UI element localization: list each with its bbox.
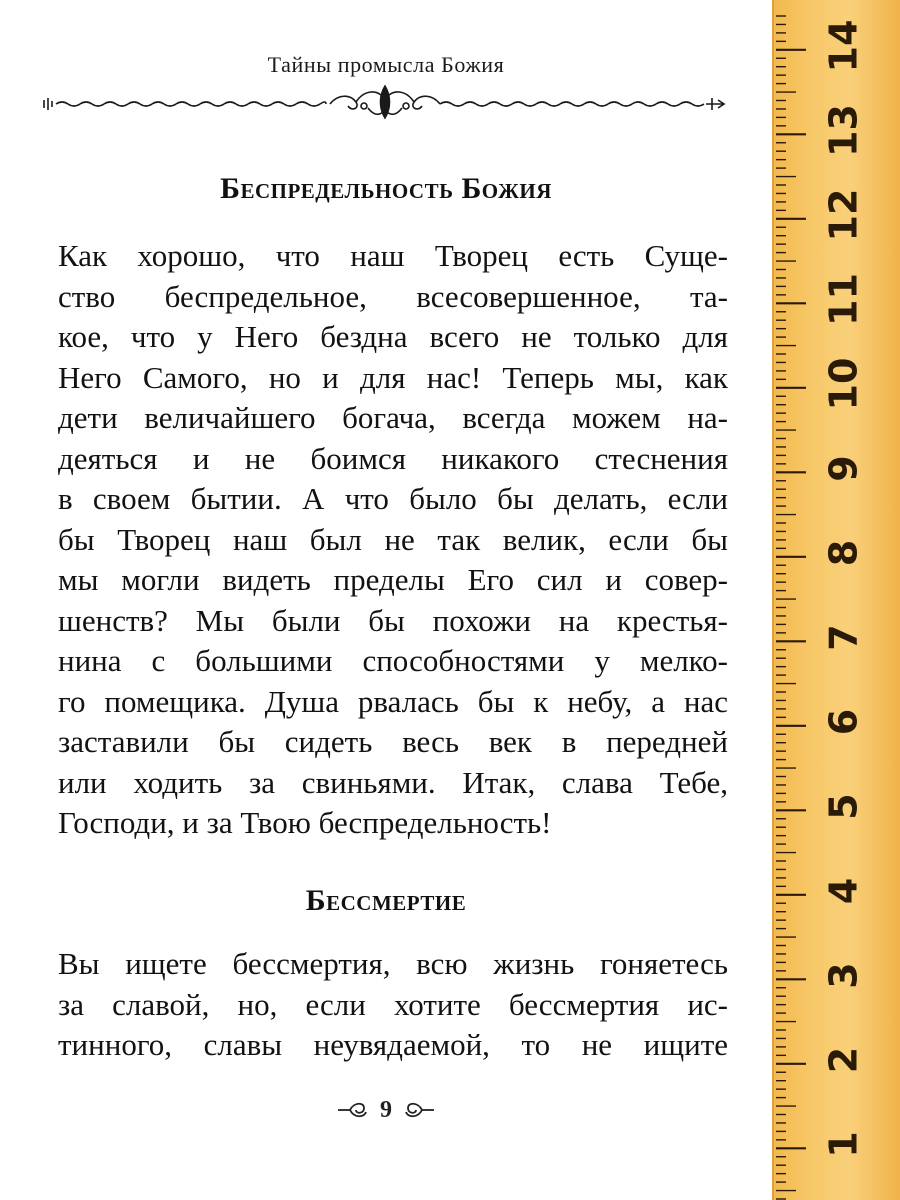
text-line: деяться и не боимся никакого стеснения <box>58 440 728 476</box>
ruler-label: 4 <box>821 877 866 905</box>
ruler-label: 8 <box>821 539 866 567</box>
section-title: Беспредельность Божия <box>220 172 552 205</box>
text-line: заставили бы сидеть весь век в передней <box>58 724 728 759</box>
ruler-label: 2 <box>821 1046 866 1074</box>
text-line: тинного, славы неувядаемой, то не ищите <box>58 1027 728 1062</box>
ruler-label: 14 <box>821 19 866 73</box>
section-title: Бессмертие <box>305 884 467 917</box>
text-line: Господи, и за Твою беспредельность! <box>58 805 552 840</box>
running-header: Тайны промысла Божия <box>267 52 505 77</box>
ruler-label: 10 <box>821 357 866 411</box>
paragraph <box>58 236 728 844</box>
ornamental-divider-icon <box>38 82 732 124</box>
paragraph <box>58 944 728 1066</box>
ruler-label: 1 <box>821 1131 866 1158</box>
ruler-label: 6 <box>821 708 866 736</box>
ruler <box>772 0 900 1200</box>
page-number-value: 9 <box>380 1096 392 1123</box>
text-line: ство беспредельное, всесовершенное, та- <box>58 278 728 314</box>
text-line: в своем бытии. А что было бы делать, если <box>58 481 728 516</box>
text-line: бы Творец наш был не так велик, если бы <box>58 521 728 557</box>
ruler-label: 13 <box>821 104 866 157</box>
ruler-label: 11 <box>821 273 866 326</box>
ruler-scale <box>774 0 900 1200</box>
text-line: шенств? Мы были бы похожи на крестья- <box>58 602 728 638</box>
text-line: или ходить за свиньями. Итак, слава Тебе, <box>58 764 728 800</box>
text-line: Него Самого, но и для нас! Теперь мы, как <box>58 359 728 395</box>
ruler-label: 3 <box>821 962 866 989</box>
ruler-label: 12 <box>821 188 866 242</box>
text-line: дети величайшего богача, всегда можем на- <box>58 400 728 435</box>
left-flourish-icon <box>336 1100 370 1120</box>
text-line: Как хорошо, что наш Творец есть Суще- <box>58 238 728 273</box>
text-line: Вы ищете бессмертия, всю жизнь гоняетесь <box>58 946 728 981</box>
text-line: кое, что у Него бездна всего не только для <box>58 319 728 354</box>
ruler-label: 9 <box>821 455 866 482</box>
ruler-label: 5 <box>821 793 866 820</box>
text-line: за славой, но, если хотите бессмертия ис- <box>58 986 728 1022</box>
text-line: нина с большими способностями у мелко- <box>58 643 728 678</box>
ruler-label: 7 <box>821 624 866 651</box>
text-line: мы могли видеть пределы Его сил и совер- <box>58 562 728 597</box>
right-flourish-icon <box>402 1100 436 1120</box>
text-line: го помещика. Душа рвалась бы к небу, а нас <box>58 683 728 719</box>
page-number <box>0 1096 772 1124</box>
